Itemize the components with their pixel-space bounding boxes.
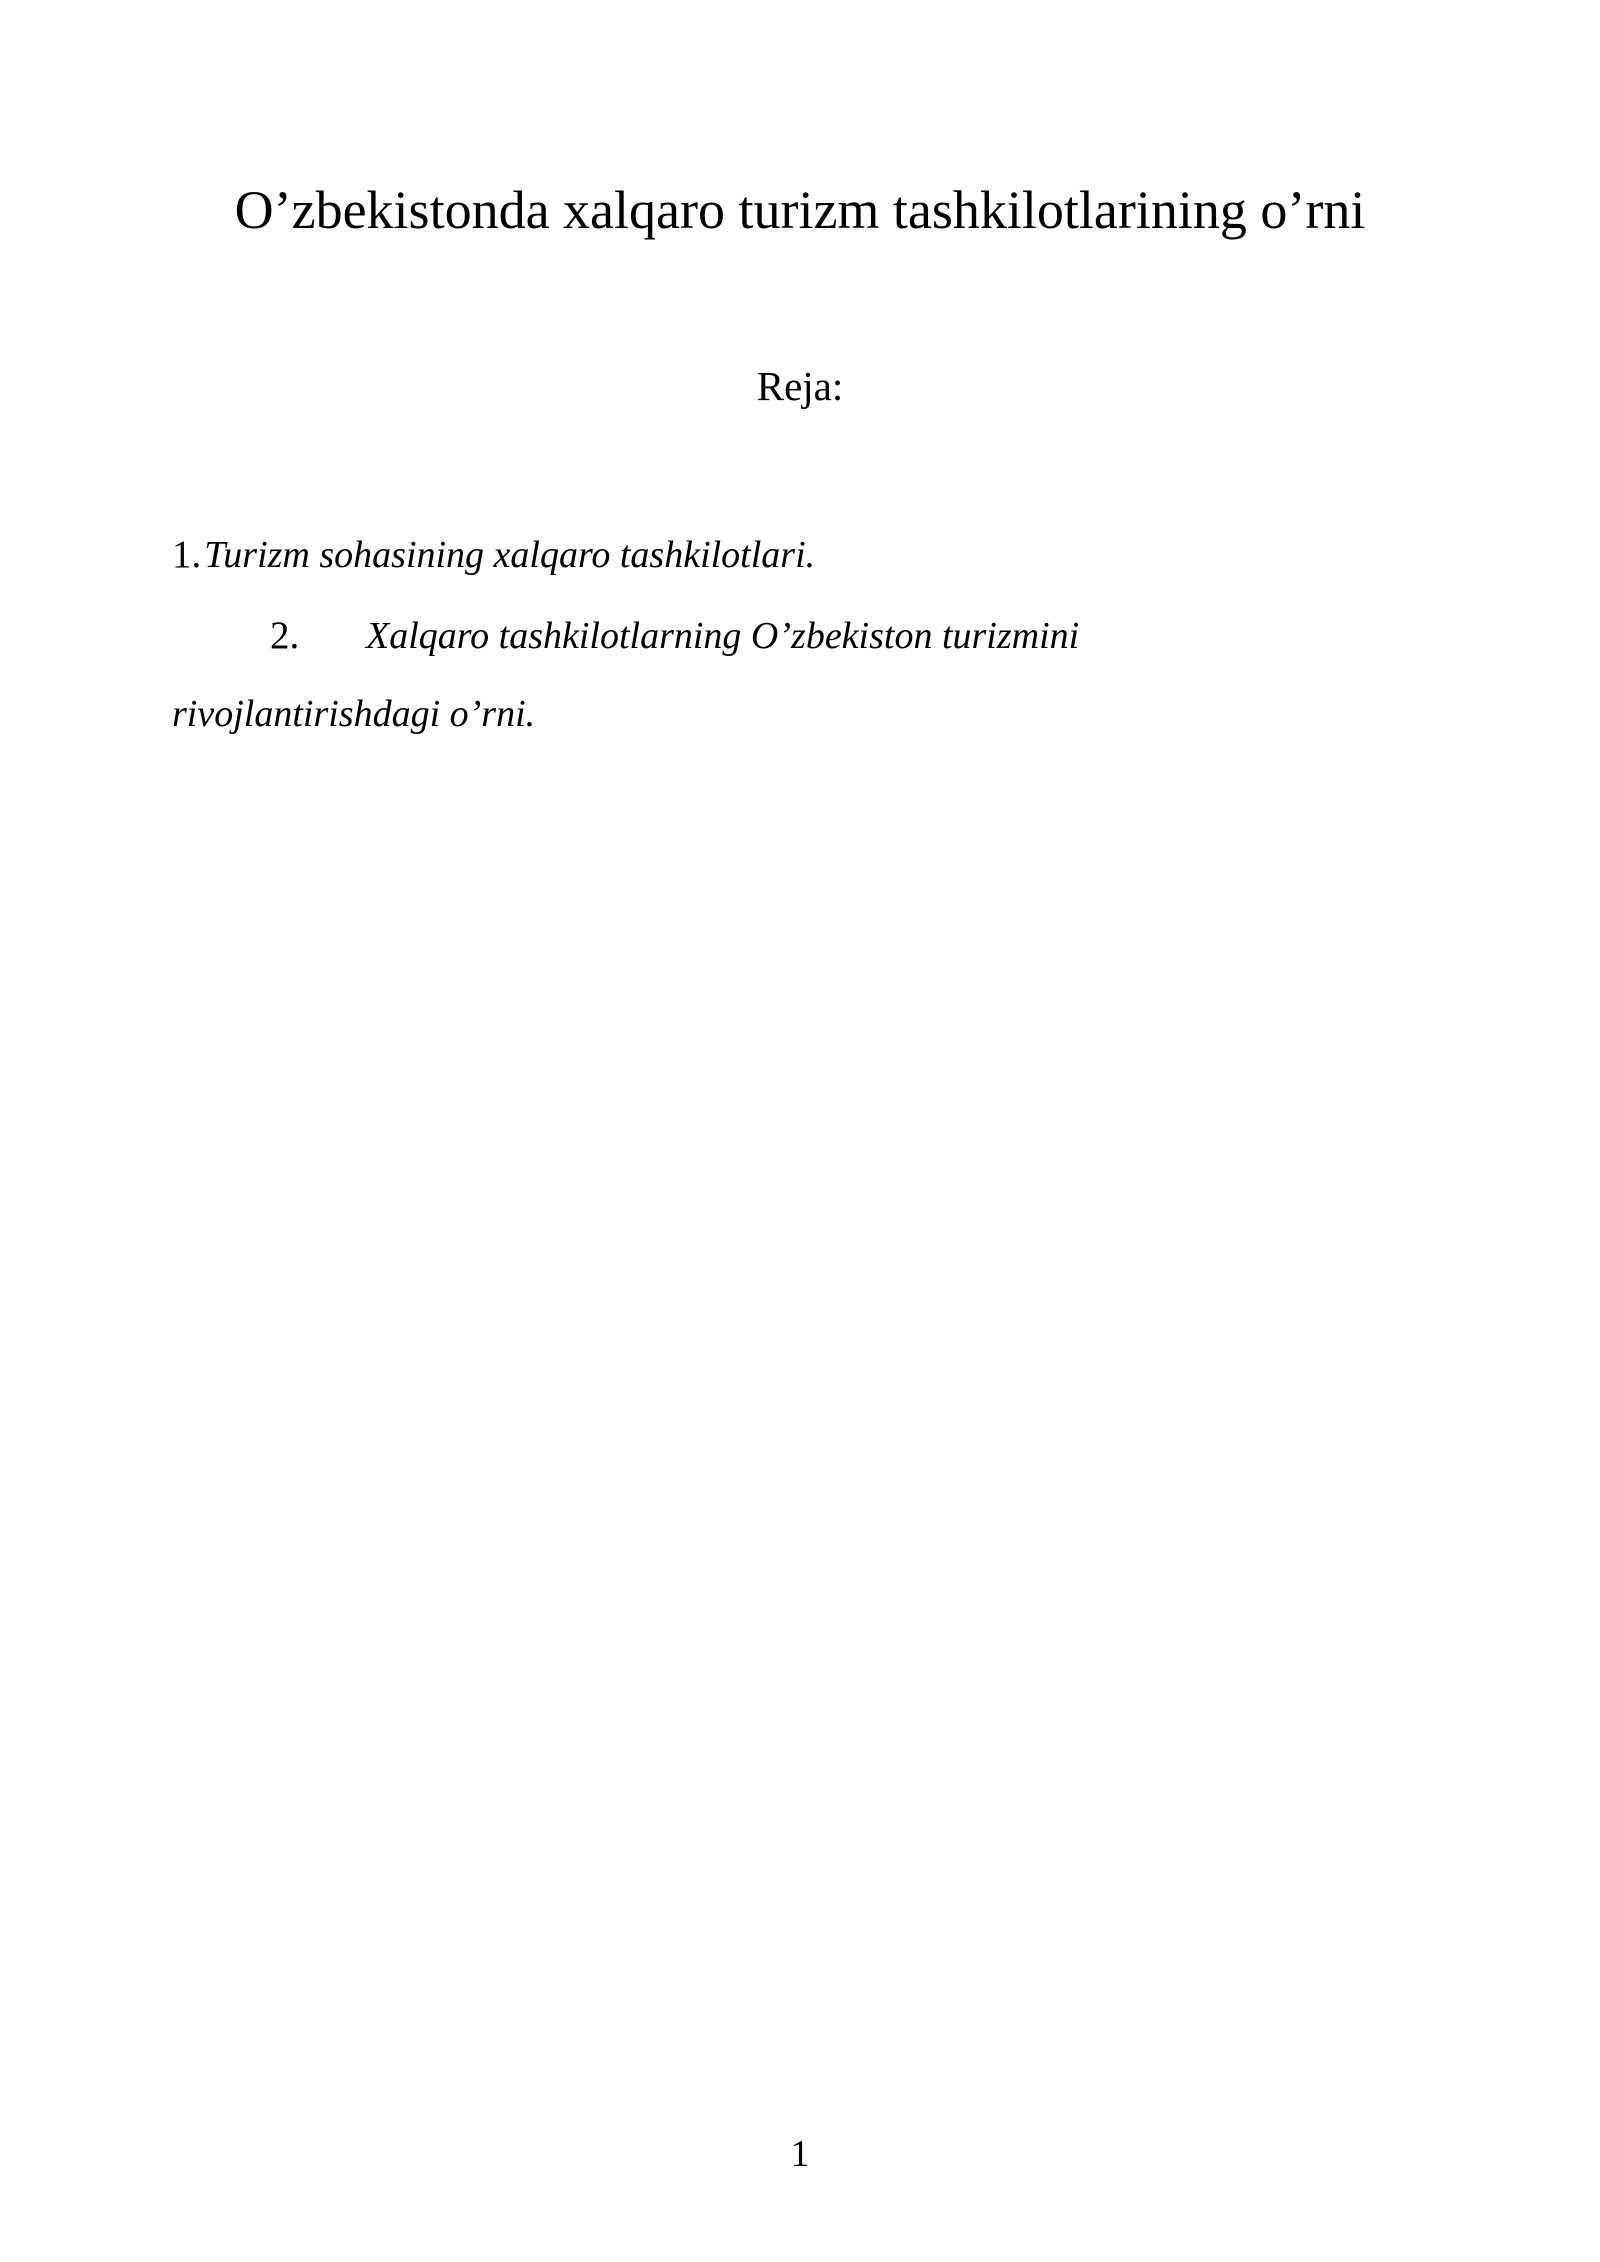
plan-item-1 [172,531,815,579]
plan-heading: Reja: [756,363,844,409]
page-number: 1 [790,2133,810,2175]
plan-item-2 [270,612,1079,660]
plan-item-number: 2. [270,614,300,657]
plan-item-2-continuation: rivojlantirishdagi o’rni. [172,693,536,735]
plan-item-text: Xalqaro tashkilotlarning O’zbekiston turizmini [366,615,1080,657]
plan-item-number: 1. [172,533,202,576]
plan-item-text: Turizm sohasining xalqaro tashkilotlari. [204,534,816,576]
document-title: O’zbekistonda xalqaro turizm tashkilotlarining o’rni [234,180,1366,240]
